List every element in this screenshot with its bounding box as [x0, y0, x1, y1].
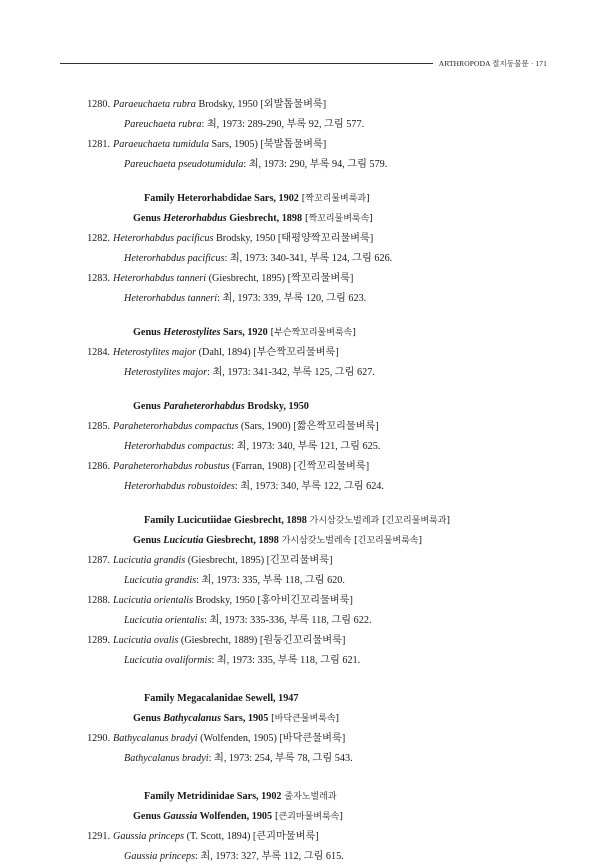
- entry-number: 1281.: [87, 139, 110, 150]
- species-entry: [0, 631, 612, 651]
- heading-authority: Wolfenden, 1905: [197, 811, 273, 822]
- species-authority: Sars, 1905) [북발톱물벼룩]: [208, 139, 327, 150]
- species-authority: Brodsky, 1950 [외발톱물벼룩]: [195, 99, 327, 110]
- citation-text: : 최, 1973: 340, 부록 121, 그림 625.: [231, 441, 381, 452]
- synonym-citation: [0, 571, 612, 591]
- section-gap: [0, 671, 612, 689]
- species-name: Lucicutia orientalis: [113, 595, 194, 606]
- synonym-citation: [0, 249, 612, 269]
- species-authority: (Giesbrecht, 1895) [짝꼬리물벼룩]: [206, 273, 354, 284]
- running-header: [60, 56, 547, 70]
- heading-korean: 가시삼갖노벌레과 [긴꼬리물벼룩과]: [306, 516, 450, 526]
- heading-korean: 줄자노벌레과: [281, 792, 337, 802]
- synonym-name: Heterorhabdus tanneri: [124, 293, 218, 304]
- heading-genus: Heterorhabdus: [163, 213, 227, 224]
- heading-prefix: Family Megacalanidae Sewell, 1947: [144, 693, 299, 704]
- header-rule: [60, 63, 433, 64]
- species-authority: Brodsky, 1950 [태평양짝꼬리물벼룩]: [213, 233, 374, 244]
- heading-genus: Bathycalanus: [163, 713, 222, 724]
- citation-text: : 최, 1973: 290, 부록 94, 그림 579.: [243, 159, 388, 170]
- synonym-citation: [0, 363, 612, 383]
- heading-prefix: Family Heterorhabdidae Sars, 1902: [144, 193, 299, 204]
- synonym-citation: [0, 477, 612, 497]
- genus-heading: [0, 807, 612, 827]
- citation-text: : 최, 1973: 340-341, 부록 124, 그림 626.: [224, 253, 393, 264]
- species-entry: [0, 417, 612, 437]
- citation-text: : 최, 1973: 254, 부록 78, 그림 543.: [208, 753, 353, 764]
- species-entry: [0, 95, 612, 115]
- species-entry: [0, 827, 612, 847]
- synonym-citation: [0, 155, 612, 175]
- heading-korean: 가시삼갖노벌레속 [긴꼬리물벼룩속]: [278, 536, 423, 546]
- entry-number: 1288.: [87, 595, 110, 606]
- heading-prefix: Family Lucicutiidae Giesbrecht, 1898: [144, 515, 307, 526]
- species-authority: (Sars, 1900) [짧은짝꼬리물벼룩]: [238, 421, 379, 432]
- heading-genus: Lucicutia: [163, 535, 204, 546]
- heading-korean: [짝꼬리물벼룩속]: [302, 214, 373, 224]
- genus-heading: [0, 209, 612, 229]
- genus-heading: [0, 397, 612, 417]
- entry-number: 1284.: [87, 347, 110, 358]
- synonym-name: Heterorhabdus compactus: [124, 441, 232, 452]
- species-name: Paraeuchaeta tumidula: [113, 139, 209, 150]
- entry-number: 1287.: [87, 555, 110, 566]
- species-entry: [0, 343, 612, 363]
- heading-korean: [바닥큰물벼룩속]: [268, 714, 340, 724]
- species-authority: (Farran, 1908) [긴짝꼬리물벼룩]: [229, 461, 370, 472]
- citation-text: : 최, 1973: 340, 부록 122, 그림 624.: [234, 481, 384, 492]
- citation-text: : 최, 1973: 335-336, 부록 118, 그림 622.: [204, 615, 372, 626]
- heading-prefix: Genus: [133, 535, 164, 546]
- citation-text: : 최, 1973: 341-342, 부록 125, 그림 627.: [207, 367, 375, 378]
- citation-text: : 최, 1973: 339, 부록 120, 그림 623.: [217, 293, 367, 304]
- synonym-name: Gaussia princeps: [124, 851, 196, 862]
- citation-text: : 최, 1973: 335, 부록 118, 그림 621.: [211, 655, 361, 666]
- entry-number: 1282.: [87, 233, 110, 244]
- heading-prefix: Genus: [133, 713, 164, 724]
- entry-number: 1291.: [87, 831, 110, 842]
- heading-genus: Gaussia: [163, 811, 198, 822]
- family-heading: [0, 511, 612, 531]
- section-gap: [0, 175, 612, 189]
- species-authority: (Wolfenden, 1905) [바닥큰물벼룩]: [197, 733, 346, 744]
- heading-prefix: Genus: [133, 213, 164, 224]
- section-gap: [0, 309, 612, 323]
- synonym-name: Heterorhabdus robustoides: [124, 481, 235, 492]
- entry-number: 1283.: [87, 273, 110, 284]
- citation-text: : 최, 1973: 327, 부록 112, 그림 615.: [195, 851, 344, 862]
- section-gap: [0, 497, 612, 511]
- species-authority: (Giesbrecht, 1895) [긴꼬리물벼룩]: [185, 555, 333, 566]
- synonym-citation: [0, 651, 612, 671]
- species-entry: [0, 457, 612, 477]
- synonym-name: Bathycalanus bradyi: [124, 753, 209, 764]
- heading-prefix: Genus: [133, 811, 164, 822]
- species-list: [0, 95, 612, 867]
- species-name: Paraeuchaeta rubra: [113, 99, 196, 110]
- species-name: Gaussia princeps: [113, 831, 185, 842]
- entry-number: 1289.: [87, 635, 110, 646]
- genus-heading: [0, 323, 612, 343]
- synonym-name: Lucicutia ovaliformis: [124, 655, 212, 666]
- synonym-name: Heterorhabdus pacificus: [124, 253, 225, 264]
- species-name: Lucicutia ovalis: [113, 635, 179, 646]
- citation-text: : 최, 1973: 335, 부록 118, 그림 620.: [196, 575, 345, 586]
- synonym-name: Pareuchaeta pseudotumidula: [124, 159, 244, 170]
- heading-korean: [큰괴마물벼룩속]: [272, 812, 343, 822]
- species-entry: [0, 591, 612, 611]
- heading-authority: Sars, 1905: [221, 713, 269, 724]
- synonym-citation: [0, 847, 612, 867]
- species-authority: (Giesbrecht, 1889) [원둥긴꼬리물벼룩]: [178, 635, 346, 646]
- synonym-name: Lucicutia orientalis: [124, 615, 205, 626]
- family-heading: [0, 787, 612, 807]
- synonym-citation: [0, 749, 612, 769]
- species-authority: (T. Scott, 1894) [큰괴마물벼룩]: [184, 831, 319, 842]
- section-gap: [0, 383, 612, 397]
- heading-authority: Sars, 1920: [220, 327, 268, 338]
- header-text: ARTHROPODA 절지동물문 · 171: [438, 58, 547, 68]
- heading-genus: Paraheterorhabdus: [163, 401, 245, 412]
- heading-authority: Giesbrecht, 1898: [226, 213, 303, 224]
- section-gap: [0, 769, 612, 787]
- species-name: Lucicutia grandis: [113, 555, 186, 566]
- family-heading: [0, 189, 612, 209]
- heading-genus: Heterostylites: [163, 327, 221, 338]
- species-name: Heterostylites major: [113, 347, 197, 358]
- species-authority: Brodsky, 1950 [홍아비긴꼬리물벼룩]: [193, 595, 353, 606]
- synonym-citation: [0, 115, 612, 135]
- synonym-name: Heterostylites major: [124, 367, 208, 378]
- species-name: Heterorhabdus pacificus: [113, 233, 214, 244]
- heading-authority: Brodsky, 1950: [244, 401, 309, 412]
- species-authority: (Dahl, 1894) [부슨짝꼬리물벼룩]: [196, 347, 339, 358]
- species-entry: [0, 729, 612, 749]
- synonym-citation: [0, 437, 612, 457]
- species-entry: [0, 551, 612, 571]
- synonym-name: Lucicutia grandis: [124, 575, 197, 586]
- species-entry: [0, 229, 612, 249]
- genus-heading: [0, 531, 612, 551]
- species-entry: [0, 135, 612, 155]
- heading-authority: Giesbrecht, 1898: [203, 535, 279, 546]
- heading-prefix: Genus: [133, 327, 164, 338]
- genus-heading: [0, 709, 612, 729]
- entry-number: 1285.: [87, 421, 110, 432]
- synonym-citation: [0, 611, 612, 631]
- species-name: Bathycalanus bradyi: [113, 733, 198, 744]
- family-heading: [0, 689, 612, 709]
- heading-prefix: Family Metridinidae Sars, 1902: [144, 791, 282, 802]
- heading-korean: [짝꼬리물벼룩과]: [298, 194, 370, 204]
- species-name: Heterorhabdus tanneri: [113, 273, 207, 284]
- entry-number: 1290.: [87, 733, 110, 744]
- species-name: Paraheterorhabdus robustus: [113, 461, 230, 472]
- synonym-citation: [0, 289, 612, 309]
- synonym-name: Pareuchaeta rubra: [124, 119, 202, 130]
- heading-prefix: Genus: [133, 401, 164, 412]
- heading-korean: [부슨짝꼬리물벼룩속]: [267, 328, 356, 338]
- species-name: Paraheterorhabdus compactus: [113, 421, 239, 432]
- citation-text: : 최, 1973: 289-290, 부록 92, 그림 577.: [201, 119, 365, 130]
- entry-number: 1280.: [87, 99, 110, 110]
- species-entry: [0, 269, 612, 289]
- entry-number: 1286.: [87, 461, 110, 472]
